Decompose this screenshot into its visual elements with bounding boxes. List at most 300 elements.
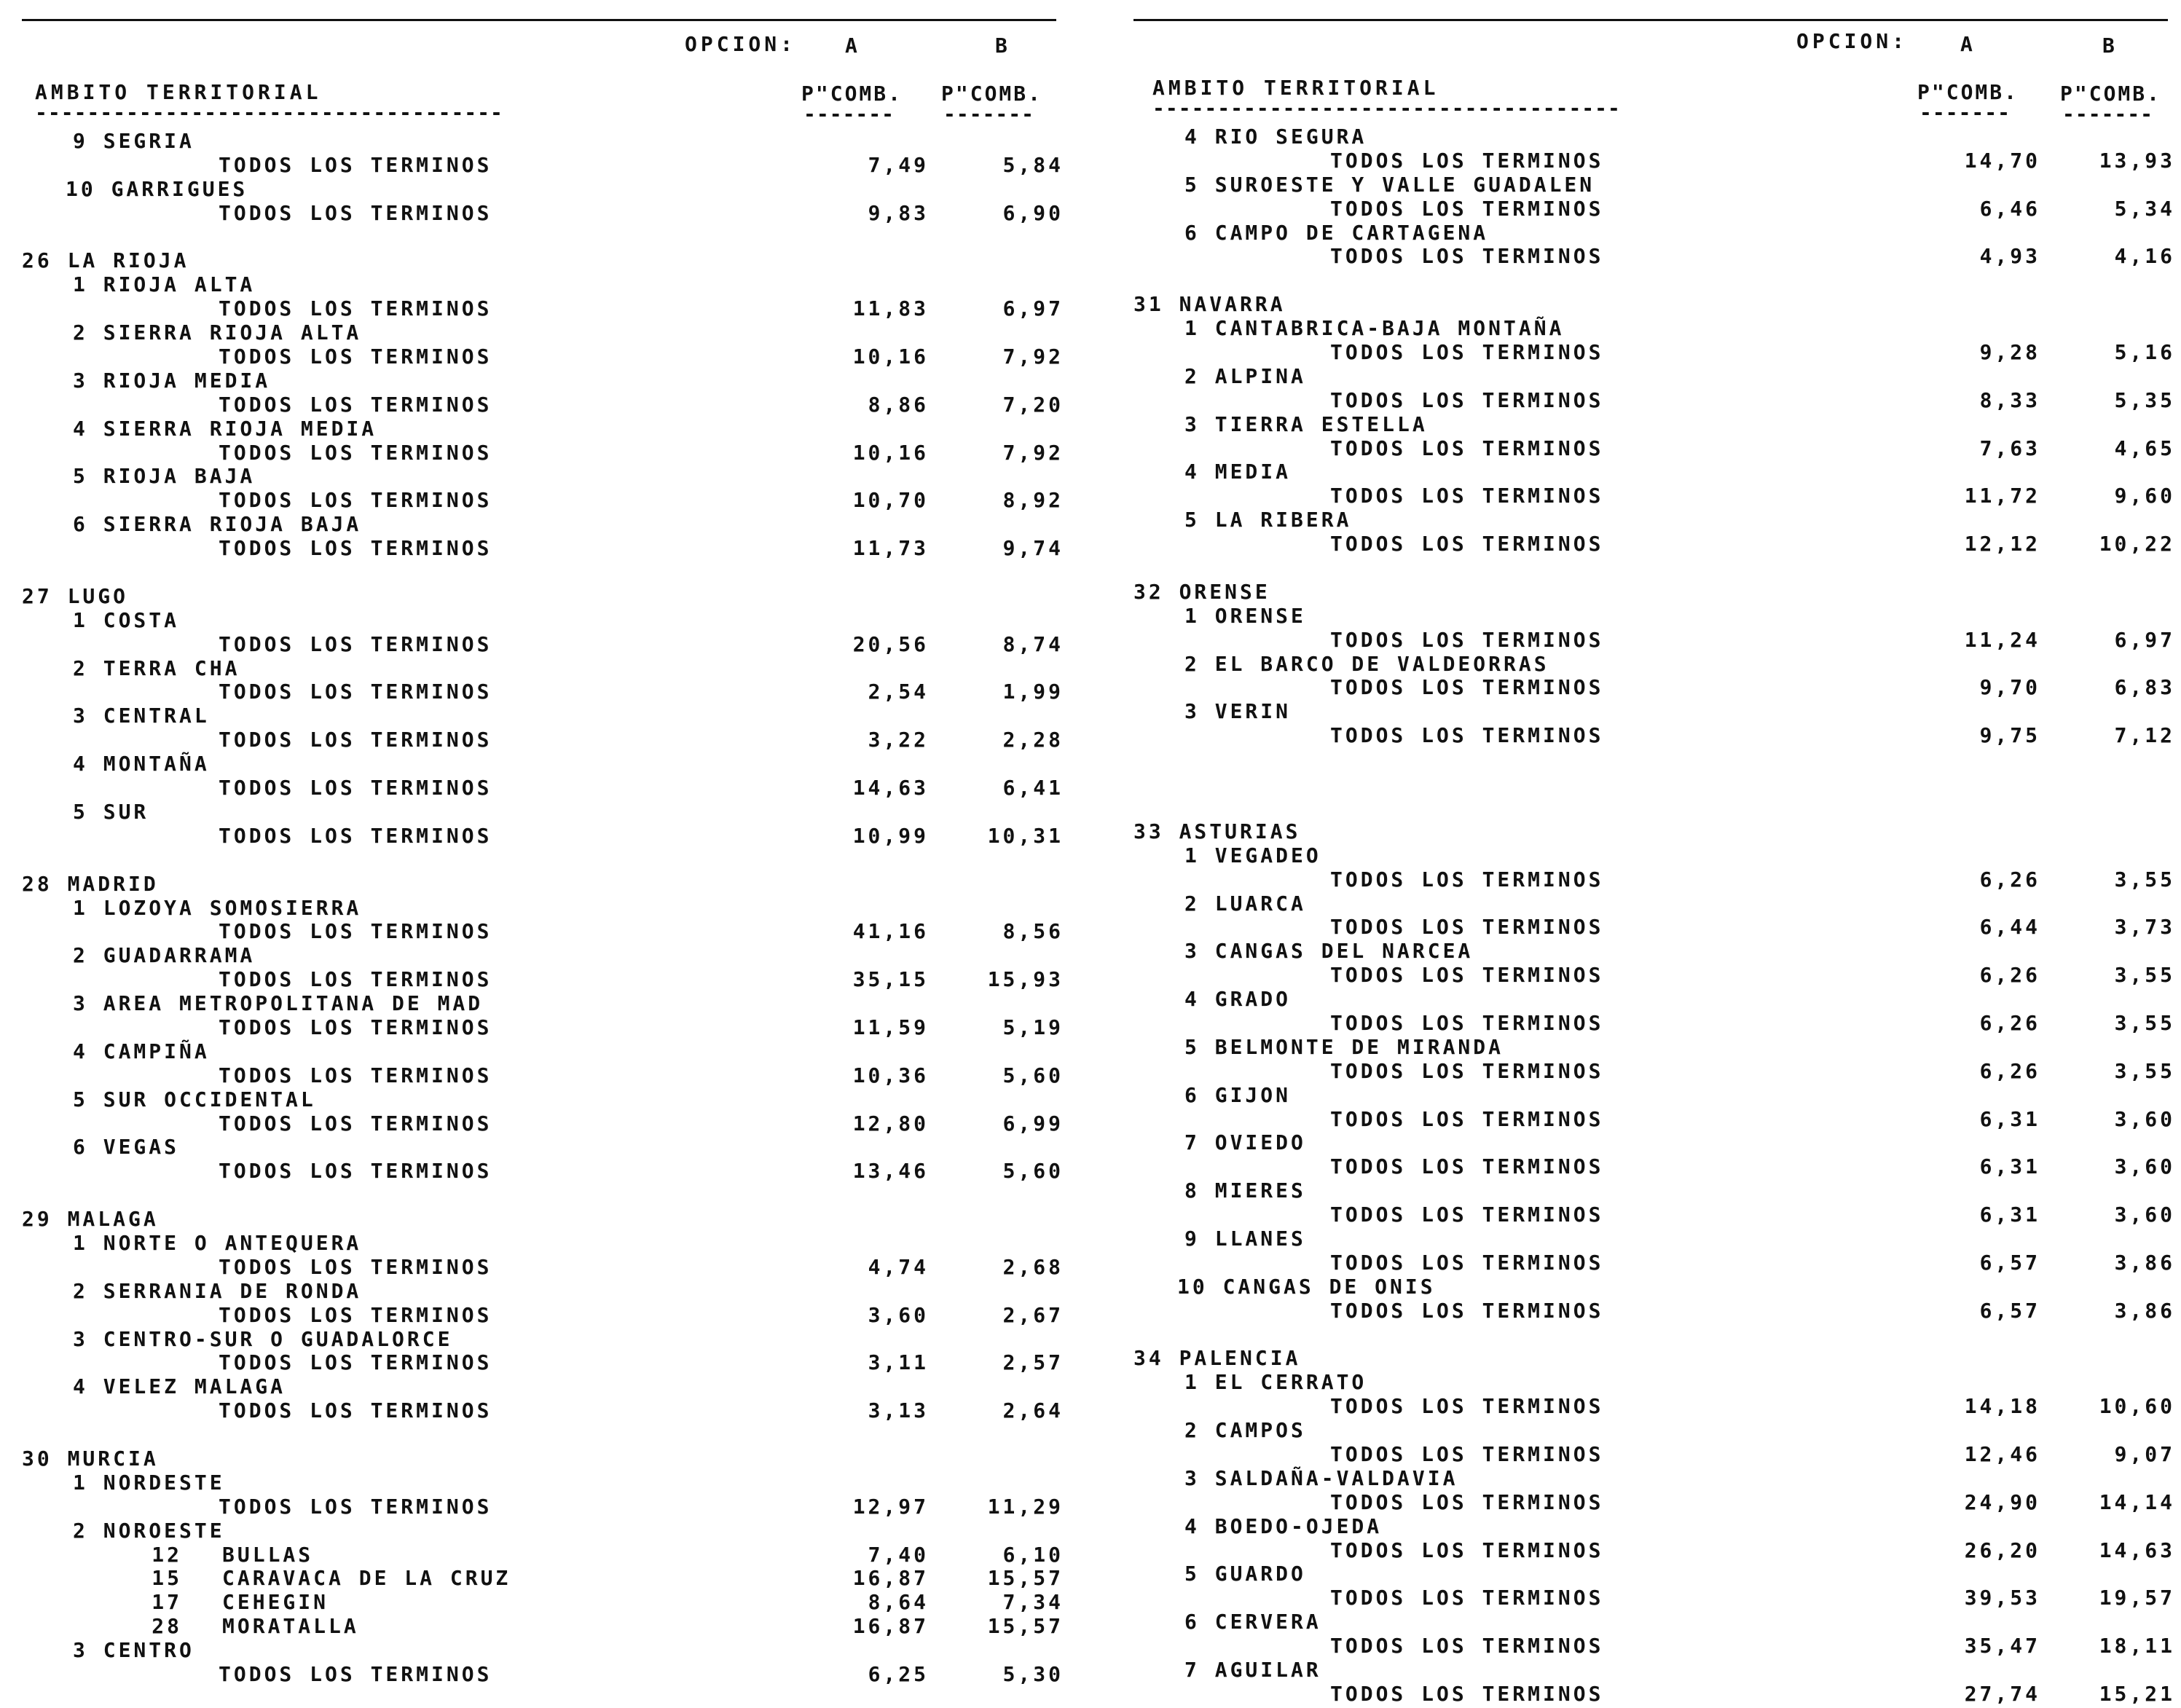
comarca-label: 10 CANGAS DE ONIS xyxy=(1177,1274,1436,1299)
comarca-label: 5 SUROESTE Y VALLE GUADALEN xyxy=(1184,172,1595,197)
terminos-label: TODOS LOS TERMINOS xyxy=(219,345,492,369)
col-b-header: P"COMB. xyxy=(2060,82,2162,106)
comarca-row xyxy=(22,800,1078,825)
terminos-label: TODOS LOS TERMINOS xyxy=(1330,1538,1604,1562)
comarca-row xyxy=(22,1088,1078,1112)
comarca-label: 9 SEGRIA xyxy=(73,129,194,153)
comarca-row xyxy=(1133,1562,2181,1586)
terminos-label: TODOS LOS TERMINOS xyxy=(219,631,492,656)
ambito-label: AMBITO TERRITORIAL xyxy=(35,80,322,104)
value-a: 11,72 xyxy=(1964,484,2040,508)
value-a: 12,97 xyxy=(852,1494,929,1519)
value-b: 5,34 xyxy=(2114,196,2175,221)
value-b: 3,55 xyxy=(2114,1010,2175,1035)
province-row xyxy=(1133,820,2181,844)
comarca-label: 10 GARRIGUES xyxy=(66,176,248,201)
terminos-row xyxy=(1133,1539,2181,1563)
value-b: 3,55 xyxy=(2114,867,2175,892)
province-label: 28 MADRID xyxy=(22,871,159,896)
comarca-row xyxy=(22,130,1078,154)
value-b: 5,30 xyxy=(1002,1662,1064,1686)
value-a: 4,93 xyxy=(1979,244,2040,269)
terminos-label: TODOS LOS TERMINOS xyxy=(1330,387,1604,412)
value-b: 15,21 xyxy=(2099,1681,2175,1706)
comarca-row xyxy=(1133,1084,2181,1108)
terminos-label: TODOS LOS TERMINOS xyxy=(219,536,492,561)
comarca-label: 3 CENTRO xyxy=(73,1638,194,1663)
spacer xyxy=(1133,556,2181,581)
comarca-row xyxy=(22,1639,1078,1663)
terminos-label: TODOS LOS TERMINOS xyxy=(219,967,492,992)
terminos-row xyxy=(1133,149,2181,173)
terminos-label: TODOS LOS TERMINOS xyxy=(1330,723,1604,748)
terminos-row xyxy=(22,1064,1078,1088)
value-b: 6,97 xyxy=(1002,296,1064,321)
province-label: 27 LUGO xyxy=(22,583,129,608)
comarca-row xyxy=(22,1232,1078,1256)
terminos-row xyxy=(1133,724,2181,748)
terminos-label: TODOS LOS TERMINOS xyxy=(1330,1154,1604,1179)
value-b: 2,57 xyxy=(1002,1350,1064,1375)
terminos-row xyxy=(1133,1012,2181,1036)
terminos-label: TODOS LOS TERMINOS xyxy=(1330,1681,1604,1706)
comarca-row xyxy=(22,704,1078,728)
comarca-label: 2 SIERRA RIOJA ALTA xyxy=(73,320,362,345)
value-b: 19,57 xyxy=(2099,1586,2175,1610)
province-row xyxy=(1133,293,2181,317)
comarca-label: 1 CANTABRICA-BAJA MONTAÑA xyxy=(1184,316,1565,341)
comarca-row xyxy=(22,1519,1078,1543)
value-a: 26,20 xyxy=(1964,1538,2040,1562)
value-b: 15,93 xyxy=(987,967,1064,992)
value-a: 14,63 xyxy=(852,776,929,800)
municipio-name: BULLAS xyxy=(222,1542,314,1567)
comarca-row xyxy=(1133,125,2181,149)
value-a: 20,56 xyxy=(852,631,929,656)
value-b: 8,92 xyxy=(1002,488,1064,513)
spacer xyxy=(22,561,1078,585)
terminos-row xyxy=(22,345,1078,369)
value-b: 7,92 xyxy=(1002,345,1064,369)
terminos-row xyxy=(1133,1155,2181,1179)
terminos-label: TODOS LOS TERMINOS xyxy=(1330,867,1604,892)
value-a: 9,70 xyxy=(1979,675,2040,700)
comarca-label: 1 VEGADEO xyxy=(1184,843,1321,867)
comarca-label: 4 CAMPIÑA xyxy=(73,1039,210,1063)
value-b: 3,60 xyxy=(2114,1106,2175,1131)
top-rule xyxy=(1133,19,2168,21)
value-a: 7,40 xyxy=(868,1542,929,1567)
value-b: 5,60 xyxy=(1002,1063,1064,1087)
municipio-code: 28 xyxy=(152,1614,182,1639)
value-b: 9,60 xyxy=(2114,484,2175,508)
comarca-label: 2 LUARCA xyxy=(1184,891,1306,916)
terminos-row xyxy=(22,1495,1078,1519)
value-b: 5,19 xyxy=(1002,1015,1064,1039)
value-b: 2,67 xyxy=(1002,1302,1064,1327)
comarca-row xyxy=(22,1328,1078,1352)
value-a: 10,99 xyxy=(852,823,929,848)
province-row xyxy=(22,585,1078,609)
terminos-row xyxy=(22,441,1078,465)
value-b: 18,11 xyxy=(2099,1634,2175,1658)
comarca-label: 5 SUR xyxy=(73,799,149,824)
comarca-row xyxy=(22,273,1078,297)
terminos-row xyxy=(1133,484,2181,508)
value-a: 3,13 xyxy=(868,1398,929,1423)
terminos-row xyxy=(22,1112,1078,1136)
terminos-label: TODOS LOS TERMINOS xyxy=(219,728,492,752)
opcion-label: OPCION: xyxy=(1796,29,1909,53)
value-b: 6,99 xyxy=(1002,1111,1064,1136)
value-b: 3,55 xyxy=(2114,1058,2175,1083)
comarca-row xyxy=(22,417,1078,441)
comarca-row xyxy=(1133,413,2181,437)
terminos-row xyxy=(1133,1634,2181,1658)
value-a: 16,87 xyxy=(852,1566,929,1591)
comarca-row xyxy=(1133,1275,2181,1299)
province-label: 34 PALENCIA xyxy=(1133,1346,1301,1371)
terminos-label: TODOS LOS TERMINOS xyxy=(219,200,492,225)
comarca-row xyxy=(1133,940,2181,964)
terminos-label: TODOS LOS TERMINOS xyxy=(219,1494,492,1519)
value-b: 2,68 xyxy=(1002,1254,1064,1279)
municipio-code: 12 xyxy=(152,1542,182,1567)
value-a: 6,31 xyxy=(1979,1203,2040,1227)
value-a: 12,46 xyxy=(1964,1442,2040,1466)
comarca-label: 7 OVIEDO xyxy=(1184,1130,1306,1155)
spacer xyxy=(1133,748,2181,820)
terminos-row xyxy=(1133,1491,2181,1515)
terminos-row xyxy=(22,1663,1078,1687)
province-row xyxy=(22,1447,1078,1471)
value-a: 9,75 xyxy=(1979,723,2040,748)
terminos-label: TODOS LOS TERMINOS xyxy=(1330,340,1604,365)
value-b: 6,83 xyxy=(2114,675,2175,700)
option-b-label: B xyxy=(2102,34,2118,58)
terminos-row xyxy=(22,1256,1078,1280)
right-table xyxy=(1133,125,2181,1707)
terminos-label: TODOS LOS TERMINOS xyxy=(219,1350,492,1375)
comarca-label: 3 TIERRA ESTELLA xyxy=(1184,412,1428,436)
terminos-label: TODOS LOS TERMINOS xyxy=(1330,1203,1604,1227)
terminos-row xyxy=(22,393,1078,417)
spacer xyxy=(22,226,1078,250)
left-column xyxy=(22,0,1078,1708)
value-a: 9,83 xyxy=(868,200,929,225)
province-label: 32 ORENSE xyxy=(1133,579,1270,604)
col-a-underline: ------- xyxy=(1919,101,2011,125)
left-table xyxy=(22,130,1078,1687)
value-b: 4,65 xyxy=(2114,436,2175,460)
value-b: 4,16 xyxy=(2114,244,2175,269)
value-b: 6,41 xyxy=(1002,776,1064,800)
comarca-label: 2 TERRA CHA xyxy=(73,656,240,680)
value-a: 41,16 xyxy=(852,919,929,944)
comarca-row xyxy=(22,369,1078,393)
terminos-row xyxy=(1133,1586,2181,1610)
option-a-label: A xyxy=(1960,32,1976,56)
comarca-row xyxy=(1133,1131,2181,1155)
option-a-label: A xyxy=(845,34,861,58)
comarca-row xyxy=(22,1136,1078,1160)
terminos-row xyxy=(22,920,1078,944)
comarca-label: 4 MEDIA xyxy=(1184,460,1292,484)
terminos-label: TODOS LOS TERMINOS xyxy=(219,1254,492,1279)
terminos-label: TODOS LOS TERMINOS xyxy=(1330,627,1604,652)
terminos-label: TODOS LOS TERMINOS xyxy=(219,919,492,944)
value-a: 14,70 xyxy=(1964,148,2040,173)
terminos-row xyxy=(1133,676,2181,700)
terminos-row xyxy=(1133,1203,2181,1227)
terminos-label: TODOS LOS TERMINOS xyxy=(1330,1442,1604,1466)
col-a-header: P"COMB. xyxy=(1917,80,2019,104)
value-b: 8,56 xyxy=(1002,919,1064,944)
value-a: 8,86 xyxy=(868,392,929,417)
comarca-row xyxy=(22,465,1078,489)
value-b: 1,99 xyxy=(1002,680,1064,704)
municipio-code: 17 xyxy=(152,1590,182,1615)
comarca-row xyxy=(1133,1419,2181,1443)
comarca-row xyxy=(1133,317,2181,341)
terminos-label: TODOS LOS TERMINOS xyxy=(1330,148,1604,173)
comarca-row xyxy=(1133,508,2181,532)
value-a: 11,83 xyxy=(852,296,929,321)
comarca-label: 1 LOZOYA SOMOSIERRA xyxy=(73,895,362,920)
terminos-label: TODOS LOS TERMINOS xyxy=(219,776,492,800)
province-label: 29 MALAGA xyxy=(22,1207,159,1232)
value-b: 14,63 xyxy=(2099,1538,2175,1562)
value-b: 3,73 xyxy=(2114,915,2175,940)
comarca-label: 2 SERRANIA DE RONDA xyxy=(73,1278,362,1303)
municipio-name: CARAVACA DE LA CRUZ xyxy=(222,1566,511,1591)
spacer xyxy=(1133,269,2181,293)
terminos-label: TODOS LOS TERMINOS xyxy=(1330,1010,1604,1035)
col-a-underline: ------- xyxy=(803,102,895,126)
col-b-underline: ------- xyxy=(2062,102,2154,126)
terminos-row xyxy=(22,1351,1078,1375)
comarca-row xyxy=(1133,1610,2181,1634)
terminos-label: TODOS LOS TERMINOS xyxy=(219,440,492,465)
province-row xyxy=(22,873,1078,897)
value-b: 7,20 xyxy=(1002,392,1064,417)
terminos-label: TODOS LOS TERMINOS xyxy=(1330,1489,1604,1514)
comarca-row xyxy=(22,1040,1078,1064)
comarca-label: 4 SIERRA RIOJA MEDIA xyxy=(73,416,377,441)
comarca-label: 4 MONTAÑA xyxy=(73,752,210,776)
value-b: 6,97 xyxy=(2114,627,2175,652)
comarca-label: 3 AREA METROPOLITANA DE MAD xyxy=(73,991,484,1016)
spacer xyxy=(22,1184,1078,1208)
province-label: 30 MURCIA xyxy=(22,1446,159,1471)
value-b: 5,84 xyxy=(1002,152,1064,177)
terminos-row xyxy=(1133,868,2181,892)
comarca-row xyxy=(22,1280,1078,1304)
comarca-label: 4 RIO SEGURA xyxy=(1184,125,1367,149)
comarca-label: 2 EL BARCO DE VALDEORRAS xyxy=(1184,651,1549,676)
value-b: 2,64 xyxy=(1002,1398,1064,1423)
terminos-row xyxy=(22,297,1078,321)
comarca-row xyxy=(1133,844,2181,868)
terminos-row xyxy=(1133,1251,2181,1275)
value-a: 8,64 xyxy=(868,1590,929,1615)
value-a: 14,18 xyxy=(1964,1394,2040,1419)
province-row xyxy=(22,1208,1078,1232)
comarca-row xyxy=(22,1375,1078,1399)
value-a: 11,73 xyxy=(852,536,929,561)
comarca-label: 4 GRADO xyxy=(1184,987,1292,1012)
municipio-row xyxy=(22,1615,1078,1639)
municipio-name: MORATALLA xyxy=(222,1614,359,1639)
comarca-label: 5 RIOJA BAJA xyxy=(73,464,256,489)
value-a: 3,60 xyxy=(868,1302,929,1327)
value-b: 3,86 xyxy=(2114,1298,2175,1323)
terminos-row xyxy=(22,202,1078,226)
value-a: 10,16 xyxy=(852,345,929,369)
terminos-row xyxy=(1133,389,2181,413)
spacer xyxy=(1133,1323,2181,1347)
terminos-row xyxy=(22,776,1078,800)
terminos-row xyxy=(22,968,1078,992)
value-a: 13,46 xyxy=(852,1159,929,1184)
comarca-row xyxy=(22,992,1078,1016)
terminos-row xyxy=(22,728,1078,752)
value-a: 7,63 xyxy=(1979,436,2040,460)
comarca-row xyxy=(1133,1658,2181,1683)
comarca-row xyxy=(1133,1227,2181,1251)
comarca-row xyxy=(1133,1036,2181,1060)
value-a: 27,74 xyxy=(1964,1681,2040,1706)
province-label: 31 NAVARRA xyxy=(1133,292,1286,317)
right-column xyxy=(1133,0,2181,1708)
terminos-label: TODOS LOS TERMINOS xyxy=(219,1111,492,1136)
comarca-row xyxy=(1133,605,2181,629)
comarca-row xyxy=(22,897,1078,921)
value-a: 6,26 xyxy=(1979,867,2040,892)
value-b: 15,57 xyxy=(987,1614,1064,1639)
value-b: 5,60 xyxy=(1002,1159,1064,1184)
terminos-label: TODOS LOS TERMINOS xyxy=(219,1662,492,1686)
province-row xyxy=(22,249,1078,273)
terminos-row xyxy=(22,633,1078,657)
value-a: 6,26 xyxy=(1979,1058,2040,1083)
value-a: 11,59 xyxy=(852,1015,929,1039)
value-b: 14,14 xyxy=(2099,1489,2175,1514)
terminos-label: TODOS LOS TERMINOS xyxy=(1330,1634,1604,1658)
value-b: 3,60 xyxy=(2114,1203,2175,1227)
terminos-row xyxy=(22,1160,1078,1184)
terminos-row xyxy=(1133,1443,2181,1467)
terminos-row xyxy=(1133,532,2181,556)
value-b: 5,35 xyxy=(2114,387,2175,412)
value-a: 6,31 xyxy=(1979,1106,2040,1131)
comarca-row xyxy=(22,178,1078,202)
terminos-label: TODOS LOS TERMINOS xyxy=(219,1398,492,1423)
value-a: 16,87 xyxy=(852,1614,929,1639)
comarca-row xyxy=(1133,460,2181,484)
terminos-label: TODOS LOS TERMINOS xyxy=(1330,1298,1604,1323)
comarca-label: 1 NORTE O ANTEQUERA xyxy=(73,1230,362,1255)
comarca-row xyxy=(1133,892,2181,916)
ambito-underline: ------------------------------------ xyxy=(1152,96,1621,120)
comarca-label: 3 CENTRO-SUR O GUADALORCE xyxy=(73,1326,453,1351)
value-b: 11,29 xyxy=(987,1494,1064,1519)
comarca-row xyxy=(1133,988,2181,1012)
value-a: 3,22 xyxy=(868,728,929,752)
terminos-label: TODOS LOS TERMINOS xyxy=(219,392,492,417)
comarca-label: 8 MIERES xyxy=(1184,1178,1306,1203)
terminos-row xyxy=(1133,629,2181,653)
value-a: 11,24 xyxy=(1964,627,2040,652)
terminos-row xyxy=(1133,437,2181,461)
comarca-label: 2 ALPINA xyxy=(1184,363,1306,388)
terminos-row xyxy=(22,680,1078,704)
value-a: 8,33 xyxy=(1979,387,2040,412)
terminos-row xyxy=(1133,1683,2181,1707)
municipio-code: 15 xyxy=(152,1566,182,1591)
comarca-label: 1 NORDESTE xyxy=(73,1470,225,1495)
terminos-label: TODOS LOS TERMINOS xyxy=(219,680,492,704)
terminos-label: TODOS LOS TERMINOS xyxy=(219,296,492,321)
terminos-label: TODOS LOS TERMINOS xyxy=(1330,915,1604,940)
value-b: 9,74 xyxy=(1002,536,1064,561)
value-b: 3,55 xyxy=(2114,963,2175,988)
terminos-label: TODOS LOS TERMINOS xyxy=(219,1015,492,1039)
terminos-row xyxy=(1133,341,2181,365)
province-row xyxy=(1133,581,2181,605)
value-b: 2,28 xyxy=(1002,728,1064,752)
terminos-row xyxy=(1133,197,2181,221)
value-a: 10,16 xyxy=(852,440,929,465)
comarca-label: 1 RIOJA ALTA xyxy=(73,272,256,297)
terminos-label: TODOS LOS TERMINOS xyxy=(219,1302,492,1327)
terminos-label: TODOS LOS TERMINOS xyxy=(1330,1106,1604,1131)
terminos-label: TODOS LOS TERMINOS xyxy=(1330,244,1604,269)
value-b: 6,90 xyxy=(1002,200,1064,225)
col-b-header: P"COMB. xyxy=(941,82,1043,106)
terminos-label: TODOS LOS TERMINOS xyxy=(219,823,492,848)
terminos-row xyxy=(1133,916,2181,940)
value-a: 35,15 xyxy=(852,967,929,992)
comarca-row xyxy=(22,321,1078,345)
value-a: 4,74 xyxy=(868,1254,929,1279)
terminos-label: TODOS LOS TERMINOS xyxy=(1330,436,1604,460)
top-rule xyxy=(22,19,1056,21)
municipio-row xyxy=(22,1543,1078,1567)
comarca-label: 2 NOROESTE xyxy=(73,1518,225,1543)
province-row xyxy=(1133,1347,2181,1371)
value-a: 6,31 xyxy=(1979,1154,2040,1179)
comarca-label: 5 BELMONTE DE MIRANDA xyxy=(1184,1034,1504,1059)
value-a: 6,25 xyxy=(868,1662,929,1686)
comarca-label: 6 GIJON xyxy=(1184,1082,1292,1107)
value-b: 15,57 xyxy=(987,1566,1064,1591)
value-a: 6,44 xyxy=(1979,915,2040,940)
comarca-row xyxy=(22,944,1078,968)
value-b: 7,34 xyxy=(1002,1590,1064,1615)
value-a: 6,57 xyxy=(1979,1298,2040,1323)
comarca-row xyxy=(1133,1371,2181,1395)
comarca-label: 5 SUR OCCIDENTAL xyxy=(73,1087,316,1111)
comarca-row xyxy=(1133,1179,2181,1203)
comarca-label: 3 CENTRAL xyxy=(73,704,210,728)
value-a: 10,70 xyxy=(852,488,929,513)
terminos-label: TODOS LOS TERMINOS xyxy=(1330,1586,1604,1610)
value-a: 35,47 xyxy=(1964,1634,2040,1658)
ambito-underline: ------------------------------------ xyxy=(35,101,503,125)
ambito-label: AMBITO TERRITORIAL xyxy=(1152,76,1439,100)
value-b: 8,74 xyxy=(1002,631,1064,656)
